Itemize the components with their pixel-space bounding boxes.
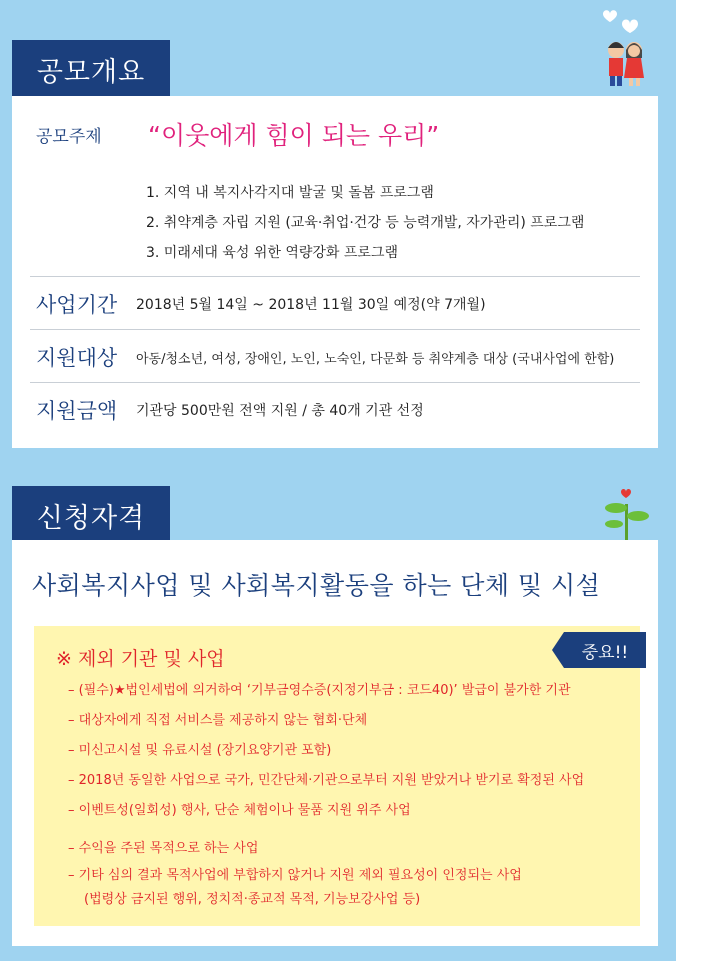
sprout-illustration [602,486,652,542]
divider [30,276,640,277]
period-value: 2018년 5월 14일 ~ 2018년 11월 30일 예정(약 7개월) [136,297,486,313]
theme-label: 공모주제 [36,126,102,147]
list-item: – (필수)★법인세법에 의거하여 ‘기부금영수증(지정기부금 : 코드40)’ 발급이 불가한 기관 [68,683,571,698]
period-label: 사업기간 [36,293,118,317]
theme-title: “이웃에게 힘이 되는 우리” [148,121,440,150]
list-item: – 대상자에게 직접 서비스를 제공하지 않는 협회·단체 [68,713,368,728]
theme-row [36,116,628,152]
theme-items [146,178,584,268]
list-item: – 이벤트성(일회성) 행사, 단순 체험이나 물품 지원 위주 사업 [68,803,411,818]
list-item: (법령상 금지된 행위, 정치적·종교적 목적, 기능보강사업 등) [84,892,421,907]
list-item: – 기타 심의 결과 목적사업에 부합하지 않거나 지원 제외 필요성이 인정되는 사업 [68,868,522,883]
target-row [36,339,628,375]
list-item: – 2018년 동일한 사업으로 국가, 민간단체·기관으로부터 지원 받았거나 받기로 확정된 사업 [68,773,585,788]
exclusion-list [68,676,584,912]
amount-value: 기관당 500만원 전액 지원 / 총 40개 기관 선정 [136,403,424,419]
exclusion-box [34,626,640,926]
list-item: 2. 취약계층 자립 지원 (교육·취업·건강 등 능력개발, 자가관리) 프로그램 [146,215,585,231]
tab-overview: 공모개요 [12,40,170,98]
eligibility-card [12,540,658,946]
period-row [36,286,628,322]
list-item: 3. 미래세대 육성 위한 역량강화 프로그램 [146,245,398,261]
eligibility-headline: 사회복지사업 및 사회복지활동을 하는 단체 및 시설 [32,571,601,600]
amount-label: 지원금액 [36,399,118,423]
important-badge: 중요!! [564,632,646,668]
heart-icon [622,20,638,34]
tab-eligibility: 신청자격 [12,486,170,544]
divider [30,382,640,383]
couple-illustration [596,6,656,96]
list-item: – 수익을 주된 목적으로 하는 사업 [68,841,259,856]
target-label: 지원대상 [36,346,118,370]
heart-icon [603,10,617,22]
list-item: – 미신고시설 및 유료시설 (장기요양기관 포함) [68,743,332,758]
list-item: 1. 지역 내 복지사각지대 발굴 및 돌봄 프로그램 [146,185,434,201]
exclusion-title: ※ 제외 기관 및 사업 [56,648,225,670]
target-value: 아동/청소년, 여성, 장애인, 노인, 노숙인, 다문화 등 취약계층 대상 (국내사업에 한함) [136,351,615,367]
heart-icon [621,489,631,498]
overview-card [12,96,658,448]
amount-row [36,392,628,428]
divider [30,329,640,330]
